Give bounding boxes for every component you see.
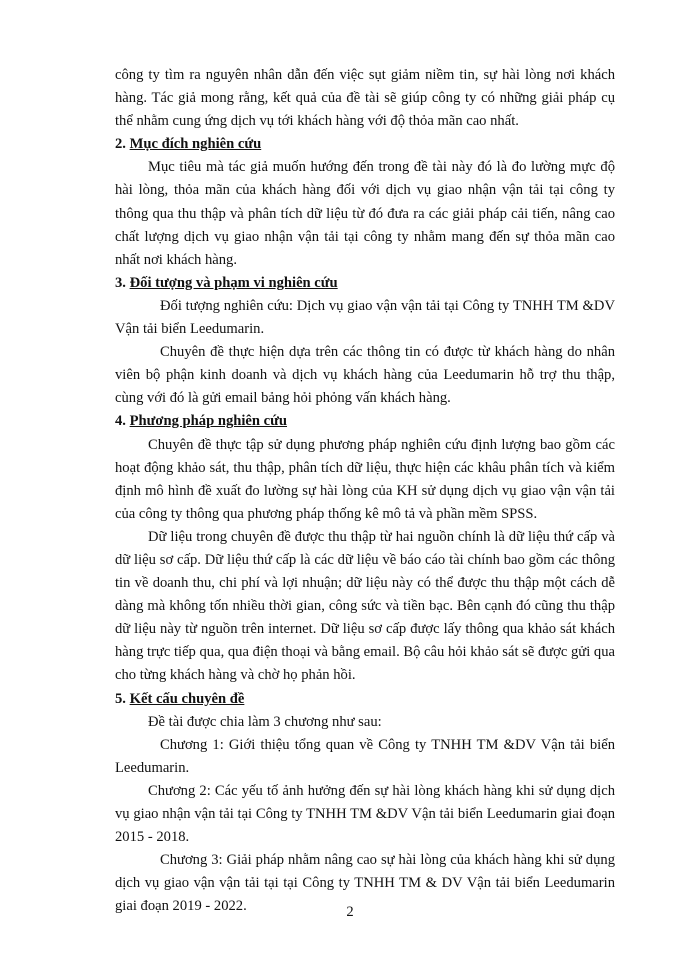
- section-heading-structure: [115, 688, 615, 711]
- section-heading-purpose: [115, 133, 615, 156]
- paragraph: Đề tài được chia làm 3 chương như sau:: [148, 713, 382, 730]
- paragraph: Chuyên đề thực hiện dựa trên các thông tin có được từ khách hàng do nhân viên bộ phận kinh doanh và dịch vụ khách hàng của Leedumarin hỗ trợ thu thập, cùng với đó là gửi email bảng hỏi phỏng vấn khách hàng.: [115, 344, 615, 407]
- section-number: 4.: [115, 413, 126, 430]
- intro-paragraph: công ty tìm ra nguyên nhân dẫn đến việc sụt giảm niềm tin, sự hài lòng nơi khách hàng. Tác giả mong rằng, kết quả của đề tài sẽ giúp công ty có những giải pháp cụ thể nhằm cung ứng dịch vụ tới khách hàng với độ thỏa mãn cao nhất.: [115, 67, 615, 130]
- paragraph: Mục tiêu mà tác giả muốn hướng đến trong đề tài này đó là đo lường mực độ hài lòng, thỏa mãn của khách hàng đối với dịch vụ giao nhận vận tải tại công ty thông qua thu thập và phân tích dữ liệu từ đó đưa ra các giải pháp cải tiến, nâng cao chất lượng dịch vụ giao nhận vận tải tại công ty nhằm mang đến sự thỏa mãn cao nhất nơi khách hàng.: [115, 159, 615, 268]
- document-page: [115, 64, 615, 918]
- chapter-1-item: Chương 1: Giới thiệu tổng quan về Công ty TNHH TM &DV Vận tải biển Leedumarin.: [115, 736, 615, 776]
- section-title: Kết cấu chuyên đề: [129, 690, 245, 707]
- section-number: 2.: [115, 136, 126, 153]
- paragraph: Dữ liệu trong chuyên đề được thu thập từ hai nguồn chính là dữ liệu thứ cấp và dữ liệu sơ cấp. Dữ liệu thứ cấp là các dữ liệu về báo cáo tài chính bao gồm các thông tin về doanh thu, chi phí và lợi nhuận; dữ liệu này có thể được thu thập một cách dễ dàng mà không tốn nhiều thời gian, công sức và tiền bạc. Bên cạnh đó cũng thu thập dữ liệu này từ nguồn trên internet. Dữ liệu sơ cấp được lấy thông qua khảo sát khách hàng trực tiếp qua, qua điện thoại và bằng email. Bộ câu hỏi khảo sát sẽ được gửi qua cho từng khách hàng và chờ họ phản hồi.: [115, 528, 615, 684]
- section-title: Phương pháp nghiên cứu: [129, 413, 288, 430]
- section-title: Mục đích nghiên cứu: [129, 136, 262, 153]
- paragraph: Chuyên đề thực tập sử dụng phương pháp nghiên cứu định lượng bao gồm các hoạt động khảo sát, thu thập, phân tích dữ liệu, thực hiện các khâu phân tích và kiểm định mô hình đề xuất đo lường sự hài lòng của KH sử dụng dịch vụ giao vận vận tải của công ty thông qua phương pháp thống kê mô tả và phần mềm SPSS.: [115, 436, 615, 522]
- chapter-3-item: Chương 3: Giải pháp nhằm nâng cao sự hài lòng của khách hàng khi sử dụng dịch vụ giao vận vận tải tại tại Công ty TNHH TM & DV Vận tải biển Leedumarin giai đoạn 2019 - 2022.: [115, 852, 615, 915]
- section-heading-methodology: [115, 410, 615, 433]
- section-number: 3.: [115, 274, 126, 291]
- chapter-2-item: Chương 2: Các yếu tố ảnh hưởng đến sự hài lòng khách hàng khi sử dụng dịch vụ giao nhận vận tải tại Công ty TNHH TM &DV Vận tải biển Leedumarin giai đoạn 2015 - 2018.: [115, 782, 615, 846]
- page-number: 2: [346, 904, 354, 920]
- section-title: Đối tượng và phạm vi nghiên cứu: [129, 274, 338, 291]
- section-heading-scope: [115, 272, 615, 295]
- paragraph: Đối tượng nghiên cứu: Dịch vụ giao vận vận tải tại Công ty TNHH TM &DV Vận tải biển Leedumarin.: [115, 297, 615, 338]
- section-number: 5.: [115, 690, 126, 707]
